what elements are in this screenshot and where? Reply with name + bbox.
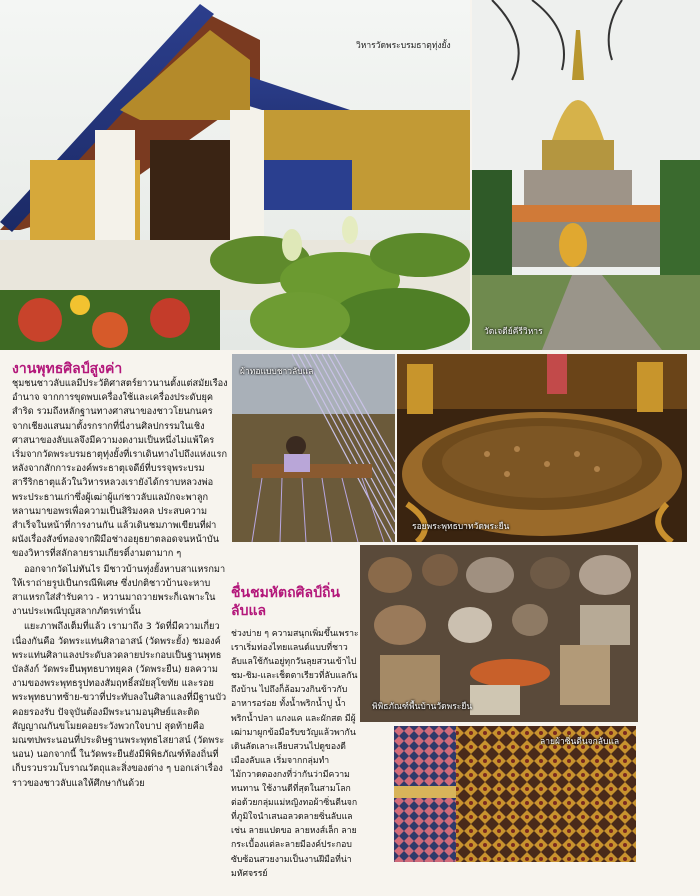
chedi-photo xyxy=(472,0,700,350)
museum-photo xyxy=(360,545,638,722)
section2-paragraph: ช่วงบ่าย ๆ ความสนุกเพิ่มขึ้นเพราะเราเริ่มท่องไทยแลนด์แบบที่ชาวลับแลใช้กันอยู่ทุกวันลุยสวนเข้าไปชม-ชิม-และเช็ดตาเรียวที่ลับแลกันถึงบ้าน ไปถึงก็ล้อมวงกินข้าวกับอาหารอร่อย ทั้งน้ำพริกน้ำปู น้ำพริกน้ำปลา แกงแค และผักสด มีผู้เฒ่ามาผูกข้อมือรับขวัญแล้วพากันเดินลัดเลาะเลียบสวนไปดูของดีเมืองลับแล เริ่มจากกลุ่มทำไม้กวาดตองกงที่ว่ากันว่ามีความทนทาน ใช้งานดีที่สุดในสามโลก ต่อด้วยกลุ่มแม่หญิงทอผ้าซิ่นตีนจกที่ภูมิใจนำเสนอลวดลายซิ่นลับแลเช่น ลายแปดขอ ลายหงส์เล็ก ลายกระเบื้องแต่ละลายมีองค์ประกอบซับซ้อนสวยงามเป็นงานฝีมือที่น่ามหัศจรรย์ xyxy=(231,629,359,879)
section1-paragraph: แยะภาพถึงเต็มที่แล้ว เรามาถึง 3 วัดที่มีความเกี่ยวเนื่องกันคือ วัดพระแท่นศิลาอาสน์ (วัดพระยั้ง) ชมองค์พระแท่นศิลาแลงประดับลวดลายประกอบเป็นฐานพุทธบัลลังก์ วัดพระยืนพุทธบาทยุคล (วัดพระยืน) ยลความงามของพระพุทธรูปทองสัมฤทธิ์สมัยสุโขทัย และรอยพระพุทธบาทซ้าย-ขวาที่ประทับลงในศิลาแลงที่มีฐานบัวคอยรองรับ ปัจจุบันต้องมีพระนามอนุศิษย์และติดสัญญาณกันขโมยคอยระวังพวกใจบาป สุดท้ายคือมณฑปพระนอนที่ประดิษฐานพระพุทธไสยาสน์ (วัดพระนอน) นอกจากนี้ ในวัดพระยืนยังมีพิพิธภัณฑ์ท้องถิ่นที่เก็บรวบรวมโบราณวัตถุและสิ่งของต่าง ๆ บอกเล่าเรื่องราวของชาวลับแลให้ศึกษากันด้วย xyxy=(12,621,227,789)
weaving-caption: ผ้าทอแบบชาวลับแล xyxy=(240,367,314,377)
weaving-photo xyxy=(232,354,395,542)
section2-body xyxy=(231,627,359,881)
section1-paragraph: ออกจากวัดไม่ทันไร มีชาวบ้านทุ่งยั้งหาบสาแหรกมาให้เราถ่ายรูปเป็นกรณีพิเศษ ซึ่งปกติชาวบ้านจะหาบสาแหรกใส่สำรับคาว - หวานมาถวายพระก็เฉพาะในงานประเพณีบุญสลากภัตรเท่านั้น xyxy=(12,563,226,618)
museum-caption: พิพิธภัณฑ์พื้นบ้านวัดพระยืน xyxy=(372,702,473,712)
chedi-caption: วัดเจดีย์คีรีวิหาร xyxy=(484,327,543,337)
temple-hall-caption: วิหารวัดพระบรมธาตุทุ่งยั้ง xyxy=(356,41,451,51)
textile-caption: ลายผ้าซิ่นตีนจกลับแล xyxy=(540,737,620,747)
section1-body xyxy=(12,377,228,791)
footprint-caption: รอยพระพุทธบาทวัดพระยืน xyxy=(412,522,510,532)
footprint-photo xyxy=(397,354,687,542)
temple-hall-photo xyxy=(0,0,470,350)
section1-heading: งานพุทธศิลป์สูงค่า xyxy=(12,361,123,377)
section2-heading: ชื่นชมหัตถศิลป์ถิ่นลับแล xyxy=(231,585,340,619)
section1-paragraph: ชุมชนชาวลับแลมีประวัติศาสตร์ยาวนานตั้งแต่สมัยเรืองอำนาจ จากการขุดพบเครื่องใช้และเครื่องประดับยุคสำริด รวมถึงหลักฐานทางศาสนาของชาวโยนกนครจากเชียงแสนมาตั้งรกรากที่นี่งานศิลปกรรมในเชิงศาสนาของลับแลจึงมีความงดงามเป็นหนึ่งไม่แพ้ใคร เริ่มจากวัดพระบรมธาตุทุ่งยั้งที่เราเดินทางไปถึงแห่งแรก หลังจากสักการะองค์พระธาตุเจดีย์ที่บรรจุพระบรมสารีริกธาตุแล้วในวิหารหลวงเรายังได้กราบหลวงพ่อพระประธานเก่าซึ่งผู้เฒ่าผู้แก่ชาวลับแลมักจะพาลูกหลานมาขอพรเพื่อความเป็นสิริมงคล ประสบความสำเร็จในหน้าที่การงานกัน แล้วเดินชมภาพเขียนที่ฝาผนังเรื่องสังข์ทองจากฝีมือช่างอยุธยาตลอดจนหน้าบันของวิหารที่สลักลายรามเกียรติ์งามตามาก ๆ xyxy=(12,378,228,560)
